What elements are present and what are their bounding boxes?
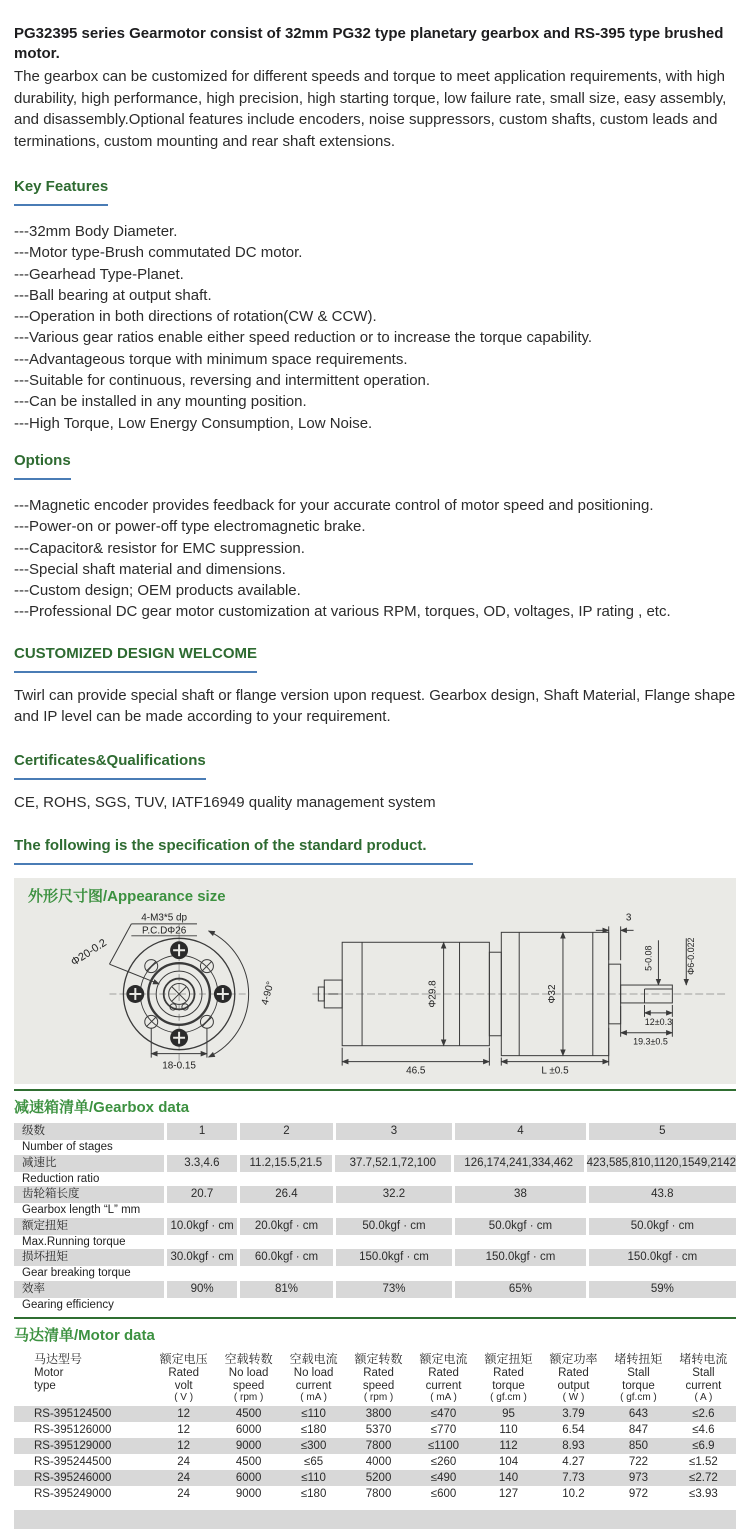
dim-angle-label: 4-90° [259,980,277,1007]
motor-cell: 973 [628,1472,649,1485]
motor-cell: RS-395126000 [34,1424,112,1437]
dim-pcd-label: P.C.DΦ26 [142,925,187,937]
motor-col-label-zh: 马达型号 [34,1352,83,1367]
key-feature-item: ---Various gear ratios enable either speed reduction or to increase the torque capability. [14,329,593,347]
motor-col-label-en: Stall [692,1367,715,1380]
motor-table-row [14,1438,736,1454]
motor-cell: ≤180 [300,1488,327,1501]
motor-col-unit: ( gf.cm ) [620,1392,657,1404]
motor-cell: ≤180 [300,1424,327,1437]
section-divider [14,1089,736,1091]
dim-gearbox-dia-label: Φ32 [547,984,559,1004]
dim-motor-dia-label: Φ29.8 [427,980,439,1008]
option-item: ---Capacitor& resistor for EMC suppression. [14,539,305,557]
options-list [14,495,736,623]
gearbox-row-values [14,1249,736,1266]
motor-col-unit: ( rpm ) [233,1392,264,1404]
motor-col-label-en: volt [174,1379,193,1392]
motor-cell: 850 [628,1440,649,1453]
motor-cell: ≤470 [430,1408,457,1421]
motor-col-label-en: Rated [428,1367,459,1380]
gearbox-row-label-en: Max.Running torque [22,1235,126,1248]
dim-shaft-flat-label: 5-0.08 [643,945,654,972]
motor-cell: ≤1100 [428,1440,460,1453]
motor-col-label-en: speed [362,1379,395,1392]
options-heading: Options [14,452,71,480]
motor-cell: 643 [628,1408,649,1421]
motor-col-label-en: type [34,1379,56,1392]
motor-col-header [151,1351,216,1403]
motor-cell: ≤110 [301,1408,326,1421]
motor-col-label-en: current [425,1379,462,1392]
gearbox-cell: 30.0kgf · cm [167,1249,237,1266]
motor-cell: 110 [499,1424,518,1437]
key-feature-item: ---Advantageous torque with minimum space requirements. [14,350,408,368]
motor-col-unit: ( A ) [694,1392,713,1404]
motor-cell: 24 [177,1472,191,1485]
motor-cell: 10.2 [562,1488,585,1501]
motor-cell: 127 [498,1488,519,1501]
gearbox-cell: 4 [455,1123,585,1140]
motor-col-label-en: Rated [168,1367,199,1380]
spec-heading: The following is the specification of the standard product. [14,837,473,865]
gearbox-row-values [14,1186,736,1203]
key-feature-item: ---Ball bearing at output shaft. [14,286,212,304]
motor-cell: ≤600 [430,1488,457,1501]
gearbox-cell: 150.0kgf · cm [589,1249,736,1266]
key-feature-item: ---High Torque, Low Energy Consumption, Low Noise. [14,414,373,432]
option-item: ---Special shaft material and dimensions. [14,560,286,578]
side-view-labels [406,913,696,1077]
motor-col-header [14,1351,151,1392]
motor-cell: 722 [628,1456,649,1469]
motor-cell: 972 [628,1488,649,1501]
motor-cell: 3.79 [562,1408,585,1421]
gearbox-cell: 50.0kgf · cm [336,1218,452,1235]
motor-cell: RS-395249000 [34,1488,112,1501]
motor-table-body [14,1406,736,1502]
gearbox-cell: 73% [336,1281,452,1298]
motor-cell: 140 [498,1472,519,1485]
gearbox-row-label-en: Reduction ratio [22,1172,100,1185]
gearbox-cell: 5 [589,1123,736,1140]
customized-design-body: Twirl can provide special shaft or flange version upon request. Gearbox design, Shaft Material, Flange shape and IP level can be made according to your requirement. [14,686,736,726]
gearbox-row-label-en: Gear breaking torque [22,1267,131,1280]
motor-col-label-en: current [295,1379,332,1392]
motor-col-label-en: current [685,1379,722,1392]
gearbox-row [14,1186,736,1218]
option-item: ---Magnetic encoder provides feedback for your accurate control of motor speed and positioning. [14,496,654,514]
motor-cell: 5200 [365,1472,392,1485]
gearbox-cell: 126,174,241,334,462 [454,1155,584,1172]
gearbox-cell: 59% [589,1281,736,1298]
gearbox-row-values [14,1155,736,1172]
motor-cell: 112 [499,1440,518,1453]
motor-table-row [14,1470,736,1486]
motor-col-header [671,1351,736,1403]
motor-col-header [281,1351,346,1403]
motor-col-label-zh: 额定电流 [419,1352,468,1367]
motor-cell: 12 [177,1424,191,1437]
motor-col-label-en: No load [228,1367,269,1380]
motor-cell: ≤3.93 [689,1488,718,1501]
gearbox-row-label-en: Number of stages [22,1141,113,1154]
gearbox-cell: 150.0kgf · cm [455,1249,585,1266]
gearbox-row-label-zh: 损坏扭矩 [14,1249,164,1266]
gearbox-row [14,1281,736,1313]
motor-data-table [14,1351,736,1529]
option-item: ---Power-on or power-off type electromagnetic brake. [14,518,366,536]
motor-cell: 24 [177,1488,191,1501]
motor-col-label-en: torque [622,1379,655,1392]
motor-cell: 12 [177,1440,191,1453]
gearbox-cell: 65% [455,1281,585,1298]
motor-col-label-zh: 额定功率 [549,1352,598,1367]
motor-col-label-en: Motor [34,1367,64,1380]
certificates-heading: Certificates&Qualifications [14,752,206,780]
key-feature-item: ---Operation in both directions of rotation(CW & CCW). [14,308,377,326]
gearbox-cell: 43.8 [589,1186,736,1203]
front-view-labels [69,913,277,1072]
option-item: ---Custom design; OEM products available. [14,582,301,600]
gearbox-row-values [14,1281,736,1298]
gearbox-cell: 90% [167,1281,237,1298]
motor-table-empty-row [14,1510,736,1529]
key-feature-item: ---32mm Body Diameter. [14,223,178,240]
gearbox-row-values [14,1218,736,1235]
motor-cell: ≤4.6 [692,1424,715,1437]
gearbox-cell: 60.0kgf · cm [240,1249,333,1266]
motor-col-label-zh: 堵转扭矩 [614,1352,663,1367]
motor-cell: 6000 [235,1472,262,1485]
motor-cell: 9000 [235,1488,262,1501]
key-feature-item: ---Gearhead Type-Planet. [14,265,184,283]
motor-cell: 104 [498,1456,519,1469]
motor-cell: ≤2.6 [692,1408,715,1421]
gearbox-cell: 2 [240,1123,333,1140]
motor-cell: ≤300 [300,1440,327,1453]
motor-col-header [411,1351,476,1403]
motor-col-label-en: output [557,1379,590,1392]
certificates-body: CE, ROHS, SGS, TUV, IATF16949 quality management system [14,793,436,811]
appearance-size-title: 外形尺寸图/Appearance size [28,888,226,906]
gearbox-row [14,1155,736,1187]
gearbox-cell: 50.0kgf · cm [455,1218,585,1235]
gearbox-cell: 26.4 [240,1186,333,1203]
dim-motor-len-label: 46.5 [406,1065,426,1077]
gearbox-row [14,1218,736,1250]
dim-flange-dia-label: Φ20-0.2 [69,937,109,969]
motor-cell: 7800 [365,1440,392,1453]
gearbox-cell: 81% [240,1281,333,1298]
option-item: ---Professional DC gear motor customization at various RPM, torques, OD, voltages, IP rating , etc. [14,603,671,621]
customized-design-heading: CUSTOMIZED DESIGN WELCOME [14,645,257,673]
front-view [109,924,248,1064]
gearbox-cell: 20.7 [167,1186,237,1203]
motor-table-row [14,1422,736,1438]
gearbox-row-label-en: Gearbox length “L” mm [22,1204,141,1217]
motor-col-unit: ( rpm ) [363,1392,394,1404]
motor-data-title: 马达清单/Motor data [14,1327,155,1345]
gearbox-cell: 32.2 [336,1186,452,1203]
motor-col-label-en: speed [232,1379,265,1392]
motor-col-unit: ( mA ) [300,1392,327,1404]
key-features-list [14,221,736,434]
motor-cell: ≤770 [430,1424,457,1437]
motor-cell: 4.27 [562,1456,585,1469]
gearbox-cell: 50.0kgf · cm [589,1218,736,1235]
motor-col-unit: ( gf.cm ) [490,1392,527,1404]
motor-cell: 7800 [365,1488,392,1501]
gearbox-row-label-en: Gearing efficiency [22,1298,114,1311]
gearbox-cell: 20.0kgf · cm [240,1218,333,1235]
dim-gearbox-len-label: L ±0.5 [541,1065,569,1077]
gearbox-cell: 423,585,810,1120,1549,2142 [587,1155,736,1172]
motor-col-unit: ( mA ) [430,1392,457,1404]
intro-title: PG32395 series Gearmotor consist of 32mm PG32 type planetary gearbox and RS-395 type brushed motor. [14,25,724,62]
gearbox-cell: 37.7,52.1,72,100 [335,1155,451,1172]
motor-cell: 847 [628,1424,649,1437]
motor-col-label-zh: 额定扭矩 [484,1352,533,1367]
motor-table-header [14,1351,736,1406]
dim-across-flats-label: 18-0.15 [162,1060,196,1072]
motor-cell: ≤2.72 [689,1472,718,1485]
motor-cell: 12 [177,1408,191,1421]
motor-cell: 6.54 [562,1424,585,1437]
key-feature-item: ---Motor type-Brush commutated DC motor. [14,244,303,262]
motor-cell: ≤260 [430,1456,457,1469]
motor-col-label-en: Rated [363,1367,394,1380]
intro-body: The gearbox can be customized for different speeds and torque to meet application requirements, with high durability, high performance, high precision, high starting torque, low failure rate, small size, easy assembly, and disassembly.Optional features include encoders, noise suppressors, custom shafts, custom leads and terminations, custom mounting and rear shaft extensions. [14,68,727,150]
gearbox-row-values [14,1123,736,1140]
motor-cell: RS-395246000 [34,1472,112,1485]
motor-cell: 4000 [365,1456,392,1469]
gearbox-row-label-zh: 减速比 [14,1155,164,1172]
motor-cell: RS-395129000 [34,1440,112,1453]
appearance-size-panel [14,878,736,1084]
motor-col-header [541,1351,606,1403]
motor-cell: ≤65 [304,1456,324,1469]
gearbox-row-label-zh: 效率 [14,1281,164,1298]
dim-flat-len-label: 12±0.3 [644,1017,673,1028]
gearbox-cell: 150.0kgf · cm [336,1249,452,1266]
motor-col-label-en: torque [492,1379,525,1392]
motor-col-label-zh: 堵转电流 [679,1352,728,1367]
motor-col-label-zh: 空载电流 [289,1352,338,1367]
motor-cell: 4500 [235,1456,262,1469]
dim-shaft-dia-label: Φ6-0.022 [686,937,697,976]
section-divider [14,1317,736,1319]
motor-cell: 24 [177,1456,191,1469]
gearbox-cell: 3 [336,1123,452,1140]
motor-col-unit: ( W ) [562,1392,585,1404]
motor-cell: 9000 [235,1440,262,1453]
gearbox-cell: 11.2,15.5,21.5 [240,1155,332,1172]
motor-col-label-zh: 额定电压 [159,1352,208,1367]
dim-shaft-len-label: 19.3±0.5 [633,1036,668,1047]
motor-col-header [476,1351,541,1403]
motor-cell: ≤1.52 [689,1456,718,1469]
gearbox-row [14,1249,736,1281]
motor-cell: RS-395124500 [34,1408,112,1421]
gearbox-cell: 3.3,4.6 [167,1155,237,1172]
motor-col-label-zh: 空载转数 [224,1352,273,1367]
motor-col-label-en: No load [293,1367,334,1380]
key-features-heading: Key Features [14,178,108,206]
motor-table-row [14,1486,736,1502]
motor-col-label-en: Rated [493,1367,524,1380]
motor-col-header [346,1351,411,1403]
motor-table-row [14,1406,736,1422]
technical-drawing [14,906,736,1078]
gearbox-data-title: 减速箱清单/Gearbox data [14,1099,190,1117]
motor-col-label-en: Stall [627,1367,650,1380]
motor-cell: ≤110 [301,1472,326,1485]
motor-cell: 95 [502,1408,515,1421]
motor-col-header [606,1351,671,1403]
gearbox-row-label-zh: 额定扭矩 [14,1218,164,1235]
motor-table-row [14,1454,736,1470]
motor-cell: 8.93 [562,1440,585,1453]
motor-cell: 5370 [365,1424,392,1437]
key-feature-item: ---Can be installed in any mounting position. [14,393,307,411]
dim-boss-len-label: 3 [625,912,632,924]
motor-cell: ≤490 [430,1472,457,1485]
gearbox-row-label-zh: 级数 [14,1123,164,1140]
gearbox-cell: 38 [455,1186,585,1203]
motor-col-unit: ( V ) [174,1392,194,1404]
key-feature-item: ---Suitable for continuous, reversing and intermittent operation. [14,372,431,390]
gearbox-data-table [14,1123,736,1312]
motor-col-header [216,1351,281,1403]
gearbox-cell: 1 [167,1123,237,1140]
motor-cell: 3800 [365,1408,392,1421]
gearbox-row [14,1123,736,1155]
motor-cell: RS-395244500 [34,1456,112,1469]
motor-col-label-en: Rated [558,1367,589,1380]
dim-screw-label: 4-M3*5 dp [141,912,188,924]
gearbox-row-label-zh: 齿轮箱长度 [14,1186,164,1203]
motor-col-label-zh: 额定转数 [354,1352,403,1367]
motor-cell: 6000 [235,1424,262,1437]
gearbox-cell: 10.0kgf · cm [167,1218,237,1235]
motor-cell: 7.73 [562,1472,585,1485]
motor-cell: 4500 [235,1408,262,1421]
motor-cell: ≤6.9 [692,1440,715,1453]
